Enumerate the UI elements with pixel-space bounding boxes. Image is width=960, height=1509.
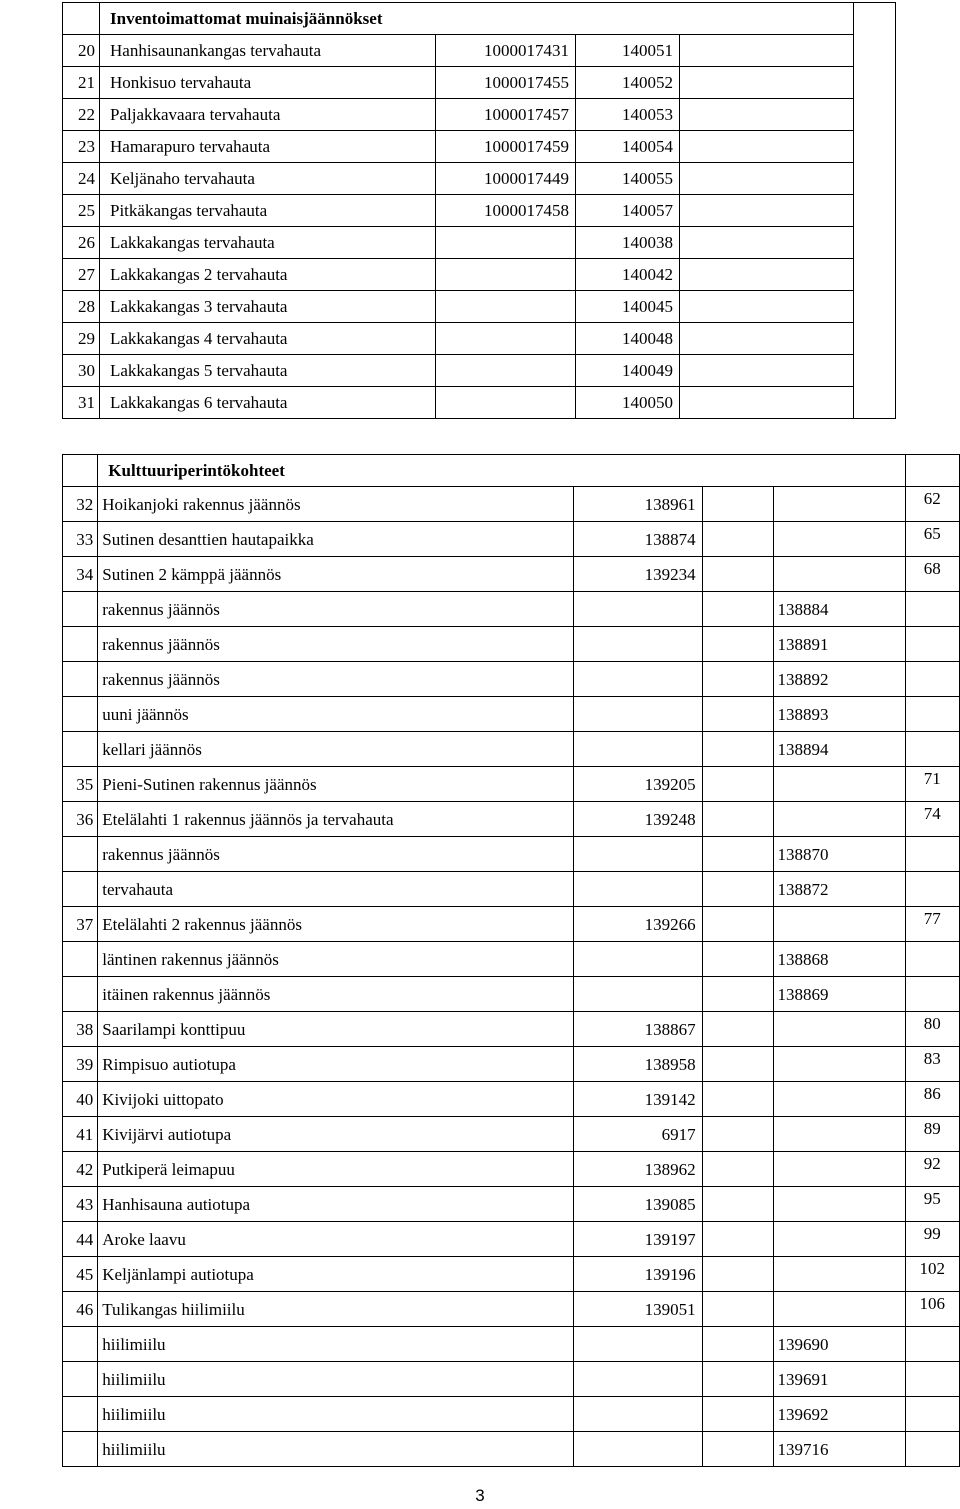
site-code: 138867 <box>573 1012 702 1047</box>
sub-site-code: 138869 <box>773 977 905 1012</box>
site-code: 140045 <box>576 291 680 323</box>
row-number: 27 <box>63 259 100 291</box>
site-code: 138958 <box>573 1047 702 1082</box>
table-row <box>63 1152 960 1187</box>
table-row <box>63 977 960 1012</box>
sub-site-code <box>773 487 905 522</box>
page-reference: 80 <box>905 1012 959 1047</box>
site-code: 140057 <box>576 195 680 227</box>
page-reference: 99 <box>905 1222 959 1257</box>
empty-cell <box>680 131 854 163</box>
site-code: 139196 <box>573 1257 702 1292</box>
sub-site-code <box>773 522 905 557</box>
table-row <box>63 227 896 259</box>
site-name: Honkisuo tervahauta <box>100 67 436 99</box>
sub-site-code: 138870 <box>773 837 905 872</box>
row-number: 38 <box>63 1012 98 1047</box>
page-reference <box>905 977 959 1012</box>
sub-site-code <box>773 1257 905 1292</box>
sub-site-code <box>773 1082 905 1117</box>
empty-cell <box>702 1257 773 1292</box>
empty-cell <box>702 732 773 767</box>
table-row <box>63 355 896 387</box>
row-number: 44 <box>63 1222 98 1257</box>
site-code <box>573 942 702 977</box>
table-row <box>63 1327 960 1362</box>
table-row <box>63 557 960 592</box>
site-code <box>573 977 702 1012</box>
sub-site-code <box>773 1012 905 1047</box>
table-row <box>63 1047 960 1082</box>
empty-cell <box>680 291 854 323</box>
table-header-row <box>63 3 896 35</box>
sub-site-code <box>773 1117 905 1152</box>
site-code: 138961 <box>573 487 702 522</box>
site-name: Hoikanjoki rakennus jäännös <box>98 487 574 522</box>
site-id: 1000017457 <box>436 99 576 131</box>
site-name: hiilimiilu <box>98 1327 574 1362</box>
table-header-row <box>63 455 960 487</box>
site-name: Paljakkavaara tervahauta <box>100 99 436 131</box>
page-reference: 83 <box>905 1047 959 1082</box>
page-reference: 92 <box>905 1152 959 1187</box>
page-reference: 68 <box>905 557 959 592</box>
site-code: 138962 <box>573 1152 702 1187</box>
site-name: kellari jäännös <box>98 732 574 767</box>
site-code: 6917 <box>573 1117 702 1152</box>
empty-cell <box>680 163 854 195</box>
table-row <box>63 323 896 355</box>
row-number: 23 <box>63 131 100 163</box>
site-name: Putkiperä leimapuu <box>98 1152 574 1187</box>
row-number: 25 <box>63 195 100 227</box>
site-name: Sutinen desanttien hautapaikka <box>98 522 574 557</box>
sub-site-code: 138884 <box>773 592 905 627</box>
site-name: rakennus jäännös <box>98 837 574 872</box>
page-reference: 102 <box>905 1257 959 1292</box>
row-number <box>63 1362 98 1397</box>
row-number-cell <box>63 455 98 487</box>
row-number <box>63 1397 98 1432</box>
row-number: 36 <box>63 802 98 837</box>
site-name: Hamarapuro tervahauta <box>100 131 436 163</box>
empty-cell <box>680 227 854 259</box>
site-id <box>436 387 576 419</box>
site-name: Lakkakangas 3 tervahauta <box>100 291 436 323</box>
section-heading: Inventoimattomat muinaisjäännökset <box>100 3 854 35</box>
table-row <box>63 387 896 419</box>
site-code <box>573 1397 702 1432</box>
site-name: Lakkakangas tervahauta <box>100 227 436 259</box>
page-cell <box>905 455 959 487</box>
row-number: 35 <box>63 767 98 802</box>
sub-site-code <box>773 1047 905 1082</box>
empty-cell <box>702 837 773 872</box>
row-number: 39 <box>63 1047 98 1082</box>
page-number: 3 <box>475 1486 485 1505</box>
row-number <box>63 1432 98 1467</box>
site-id <box>436 355 576 387</box>
site-code: 140050 <box>576 387 680 419</box>
table-row <box>63 487 960 522</box>
row-number: 32 <box>63 487 98 522</box>
sub-site-code <box>773 557 905 592</box>
row-number <box>63 697 98 732</box>
table-row <box>63 163 896 195</box>
table-row <box>63 697 960 732</box>
page-reference: 74 <box>905 802 959 837</box>
site-code: 140054 <box>576 131 680 163</box>
row-number <box>63 942 98 977</box>
site-code <box>573 837 702 872</box>
site-name: rakennus jäännös <box>98 592 574 627</box>
table-row <box>63 907 960 942</box>
site-name: Kivijärvi autiotupa <box>98 1117 574 1152</box>
site-code <box>573 697 702 732</box>
row-number: 22 <box>63 99 100 131</box>
site-code: 139142 <box>573 1082 702 1117</box>
empty-cell <box>702 1047 773 1082</box>
page-reference <box>905 837 959 872</box>
row-number <box>63 732 98 767</box>
row-number: 33 <box>63 522 98 557</box>
margin-cell <box>854 3 896 419</box>
page-reference: 95 <box>905 1187 959 1222</box>
site-code: 138874 <box>573 522 702 557</box>
table-row <box>63 1117 960 1152</box>
row-number: 43 <box>63 1187 98 1222</box>
site-code: 140053 <box>576 99 680 131</box>
section-heading: Kulttuuriperintökohteet <box>98 455 905 487</box>
page-reference <box>905 942 959 977</box>
empty-cell <box>702 1012 773 1047</box>
site-name: rakennus jäännös <box>98 627 574 662</box>
sub-site-code <box>773 1222 905 1257</box>
sub-site-code <box>773 1292 905 1327</box>
sub-site-code <box>773 907 905 942</box>
empty-cell <box>702 627 773 662</box>
table-row <box>63 627 960 662</box>
site-code <box>573 627 702 662</box>
row-number: 20 <box>63 35 100 67</box>
empty-cell <box>680 387 854 419</box>
empty-cell <box>702 522 773 557</box>
row-number <box>63 627 98 662</box>
page-reference <box>905 1397 959 1432</box>
sub-site-code <box>773 802 905 837</box>
empty-cell <box>680 35 854 67</box>
table-row <box>63 1222 960 1257</box>
unsurveyed-relics-table <box>62 2 896 419</box>
empty-cell <box>702 872 773 907</box>
row-number <box>63 837 98 872</box>
site-code <box>573 1327 702 1362</box>
table-row <box>63 1012 960 1047</box>
empty-cell <box>702 802 773 837</box>
table-row <box>63 1082 960 1117</box>
sub-site-code: 138872 <box>773 872 905 907</box>
empty-cell <box>680 355 854 387</box>
site-id: 1000017459 <box>436 131 576 163</box>
row-number: 34 <box>63 557 98 592</box>
page-reference: 89 <box>905 1117 959 1152</box>
site-name: hiilimiilu <box>98 1362 574 1397</box>
site-id <box>436 323 576 355</box>
empty-cell <box>702 1082 773 1117</box>
sub-site-code: 139716 <box>773 1432 905 1467</box>
site-name: Etelälahti 1 rakennus jäännös ja tervahauta <box>98 802 574 837</box>
site-code: 139266 <box>573 907 702 942</box>
site-name: hiilimiilu <box>98 1432 574 1467</box>
page-reference: 106 <box>905 1292 959 1327</box>
page-reference: 71 <box>905 767 959 802</box>
row-number: 37 <box>63 907 98 942</box>
empty-cell <box>702 592 773 627</box>
site-name: Keljänlampi autiotupa <box>98 1257 574 1292</box>
row-number-cell <box>63 3 100 35</box>
site-name: Hanhisauna autiotupa <box>98 1187 574 1222</box>
empty-cell <box>702 942 773 977</box>
empty-cell <box>702 1432 773 1467</box>
empty-cell <box>702 1397 773 1432</box>
site-code: 139248 <box>573 802 702 837</box>
empty-cell <box>702 1117 773 1152</box>
page-reference: 62 <box>905 487 959 522</box>
row-number: 30 <box>63 355 100 387</box>
site-name: Lakkakangas 4 tervahauta <box>100 323 436 355</box>
site-id: 1000017449 <box>436 163 576 195</box>
table-row <box>63 592 960 627</box>
page-reference <box>905 592 959 627</box>
site-name: Lakkakangas 2 tervahauta <box>100 259 436 291</box>
site-name: Sutinen 2 kämppä jäännös <box>98 557 574 592</box>
table-row <box>63 1257 960 1292</box>
site-name: itäinen rakennus jäännös <box>98 977 574 1012</box>
empty-cell <box>702 907 773 942</box>
site-name: hiilimiilu <box>98 1397 574 1432</box>
table-row <box>63 767 960 802</box>
sub-site-code: 138892 <box>773 662 905 697</box>
row-number: 42 <box>63 1152 98 1187</box>
cultural-heritage-table <box>62 454 960 1467</box>
table-row <box>63 1292 960 1327</box>
sub-site-code: 139692 <box>773 1397 905 1432</box>
site-code <box>573 872 702 907</box>
page-reference <box>905 1432 959 1467</box>
site-code <box>573 592 702 627</box>
site-name: rakennus jäännös <box>98 662 574 697</box>
page-reference <box>905 872 959 907</box>
site-code <box>573 732 702 767</box>
page-reference: 77 <box>905 907 959 942</box>
empty-cell <box>702 487 773 522</box>
table-row <box>63 732 960 767</box>
site-code: 140055 <box>576 163 680 195</box>
site-code: 140038 <box>576 227 680 259</box>
empty-cell <box>680 259 854 291</box>
site-name: Etelälahti 2 rakennus jäännös <box>98 907 574 942</box>
site-name: Lakkakangas 5 tervahauta <box>100 355 436 387</box>
sub-site-code: 138893 <box>773 697 905 732</box>
table-row <box>63 99 896 131</box>
site-code: 140051 <box>576 35 680 67</box>
row-number: 31 <box>63 387 100 419</box>
site-id <box>436 227 576 259</box>
page-reference <box>905 1327 959 1362</box>
empty-cell <box>702 977 773 1012</box>
site-code: 139205 <box>573 767 702 802</box>
site-code: 139234 <box>573 557 702 592</box>
table-row <box>63 195 896 227</box>
site-id <box>436 259 576 291</box>
table-row <box>63 67 896 99</box>
site-code: 140048 <box>576 323 680 355</box>
site-id: 1000017431 <box>436 35 576 67</box>
empty-cell <box>702 662 773 697</box>
sub-site-code <box>773 1187 905 1222</box>
page-reference <box>905 1362 959 1397</box>
sub-site-code: 138894 <box>773 732 905 767</box>
site-name: Hanhisaunankangas tervahauta <box>100 35 436 67</box>
site-id <box>436 291 576 323</box>
page-reference: 65 <box>905 522 959 557</box>
site-name: Saarilampi konttipuu <box>98 1012 574 1047</box>
site-code: 140042 <box>576 259 680 291</box>
table-row <box>63 1397 960 1432</box>
row-number: 45 <box>63 1257 98 1292</box>
empty-cell <box>702 697 773 732</box>
empty-cell <box>680 195 854 227</box>
sub-site-code: 139690 <box>773 1327 905 1362</box>
page-reference <box>905 697 959 732</box>
page-reference: 86 <box>905 1082 959 1117</box>
row-number <box>63 872 98 907</box>
empty-cell <box>702 557 773 592</box>
sub-site-code <box>773 767 905 802</box>
row-number: 41 <box>63 1117 98 1152</box>
empty-cell <box>702 1362 773 1397</box>
table-row <box>63 259 896 291</box>
site-name: läntinen rakennus jäännös <box>98 942 574 977</box>
sub-site-code: 138891 <box>773 627 905 662</box>
empty-cell <box>702 1152 773 1187</box>
empty-cell <box>680 323 854 355</box>
site-code: 139085 <box>573 1187 702 1222</box>
table-row <box>63 1362 960 1397</box>
site-name: Rimpisuo autiotupa <box>98 1047 574 1082</box>
table-row <box>63 131 896 163</box>
table-row <box>63 291 896 323</box>
site-code: 140052 <box>576 67 680 99</box>
table-row <box>63 522 960 557</box>
row-number: 24 <box>63 163 100 195</box>
table-row <box>63 802 960 837</box>
site-code: 140049 <box>576 355 680 387</box>
table-row <box>63 872 960 907</box>
site-code <box>573 1432 702 1467</box>
row-number: 46 <box>63 1292 98 1327</box>
table-row <box>63 837 960 872</box>
row-number <box>63 592 98 627</box>
site-name: uuni jäännös <box>98 697 574 732</box>
site-name: Lakkakangas 6 tervahauta <box>100 387 436 419</box>
page-reference <box>905 627 959 662</box>
sub-site-code <box>773 1152 905 1187</box>
empty-cell <box>702 1187 773 1222</box>
site-name: Aroke laavu <box>98 1222 574 1257</box>
site-id: 1000017455 <box>436 67 576 99</box>
sub-site-code: 138868 <box>773 942 905 977</box>
empty-cell <box>680 67 854 99</box>
empty-cell <box>702 767 773 802</box>
row-number <box>63 977 98 1012</box>
table-row <box>63 35 896 67</box>
site-name: Keljänaho tervahauta <box>100 163 436 195</box>
site-name: Kivijoki uittopato <box>98 1082 574 1117</box>
site-name: Tulikangas hiilimiilu <box>98 1292 574 1327</box>
row-number: 29 <box>63 323 100 355</box>
site-name: Pitkäkangas tervahauta <box>100 195 436 227</box>
table-row <box>63 1187 960 1222</box>
table-row <box>63 662 960 697</box>
table-row <box>63 1432 960 1467</box>
page-reference <box>905 732 959 767</box>
page-reference <box>905 662 959 697</box>
row-number: 26 <box>63 227 100 259</box>
site-code <box>573 662 702 697</box>
site-name: tervahauta <box>98 872 574 907</box>
empty-cell <box>680 99 854 131</box>
site-code: 139197 <box>573 1222 702 1257</box>
sub-site-code: 139691 <box>773 1362 905 1397</box>
site-name: Pieni-Sutinen rakennus jäännös <box>98 767 574 802</box>
site-code: 139051 <box>573 1292 702 1327</box>
empty-cell <box>702 1327 773 1362</box>
row-number: 40 <box>63 1082 98 1117</box>
row-number <box>63 1327 98 1362</box>
empty-cell <box>702 1222 773 1257</box>
empty-cell <box>702 1292 773 1327</box>
table-row <box>63 942 960 977</box>
row-number: 21 <box>63 67 100 99</box>
site-code <box>573 1362 702 1397</box>
row-number <box>63 662 98 697</box>
site-id: 1000017458 <box>436 195 576 227</box>
row-number: 28 <box>63 291 100 323</box>
